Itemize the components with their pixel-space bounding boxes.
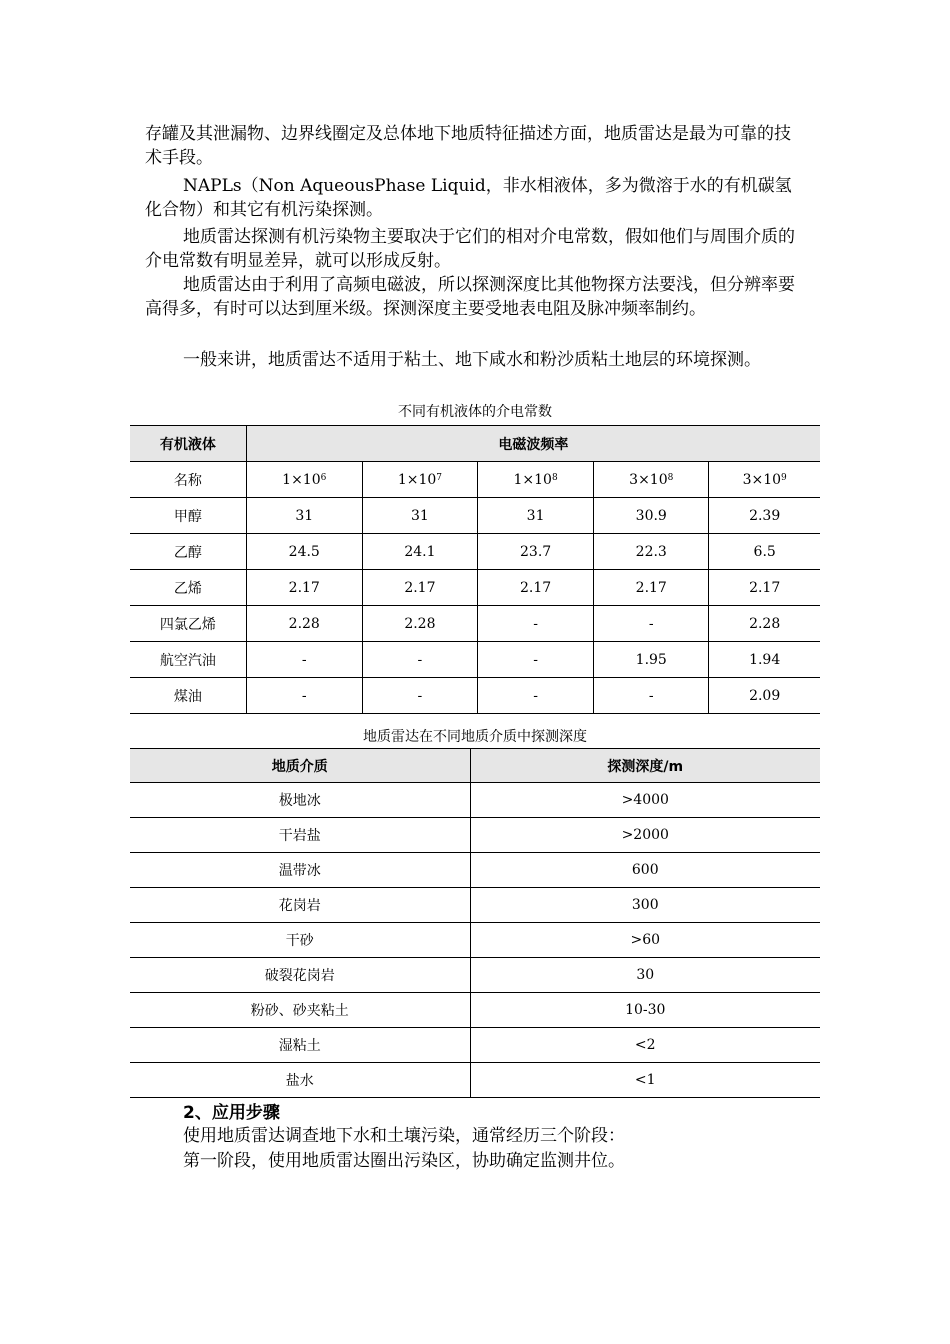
- value-cell: 2.17: [478, 570, 594, 606]
- section-heading: 2、应用步骤: [183, 1103, 280, 1123]
- value-cell: 2.17: [362, 570, 477, 606]
- value-cell: 23.7: [478, 534, 594, 570]
- freq-cell: $1\times 10^8$: [478, 462, 594, 498]
- value-cell: 31: [362, 498, 477, 534]
- value-cell: 1.95: [594, 642, 709, 678]
- depth-cell: >2000: [470, 818, 820, 853]
- medium-cell: 破裂花岗岩: [130, 958, 470, 993]
- liquid-name: 四氯乙烯: [130, 606, 246, 642]
- table-row: [130, 1028, 820, 1063]
- value-cell: -: [246, 642, 362, 678]
- table1-frequency-row: [130, 462, 820, 498]
- table1-caption: 不同有机液体的介电常数: [398, 404, 552, 420]
- header-em-frequency: 电磁波频率: [246, 426, 820, 462]
- table-row: [130, 642, 820, 678]
- medium-cell: 干砂: [130, 923, 470, 958]
- depth-cell: <1: [470, 1063, 820, 1098]
- liquid-name: 甲醇: [130, 498, 246, 534]
- medium-cell: 干岩盐: [130, 818, 470, 853]
- detection-depth-table: [130, 748, 820, 1098]
- value-cell: -: [594, 606, 709, 642]
- medium-cell: 湿粘土: [130, 1028, 470, 1063]
- depth-cell: 600: [470, 853, 820, 888]
- table-row: [130, 783, 820, 818]
- value-cell: -: [478, 642, 594, 678]
- freq-cell: $3\times 10^8$: [594, 462, 709, 498]
- table-row: [130, 498, 820, 534]
- freq-cell: $1\times 10^6$: [246, 462, 362, 498]
- table-row: [130, 678, 820, 714]
- table-row: [130, 570, 820, 606]
- paragraph-7: 第一阶段，使用地质雷达圈出污染区，协助确定监测井位。: [183, 1151, 625, 1171]
- paragraph-2: NAPLs（Non AqueousPhase Liquid，非水相液体，多为微溶于水的有机碳氢化合物）和其它有机污染探测。: [145, 176, 792, 220]
- paragraph-5: 一般来讲，地质雷达不适用于粘土、地下咸水和粉沙质粘土地层的环境探测。: [183, 350, 761, 370]
- table-row: [130, 888, 820, 923]
- table-row: [130, 853, 820, 888]
- depth-cell: 300: [470, 888, 820, 923]
- value-cell: 2.17: [246, 570, 362, 606]
- table-row: [130, 534, 820, 570]
- table-row: [130, 606, 820, 642]
- table-row: [130, 993, 820, 1028]
- value-cell: 1.94: [709, 642, 820, 678]
- medium-cell: 花岗岩: [130, 888, 470, 923]
- value-cell: 22.3: [594, 534, 709, 570]
- table2-caption: 地质雷达在不同地质介质中探测深度: [363, 729, 587, 745]
- name-label: 名称: [130, 462, 246, 498]
- freq-cell: $1\times 10^7$: [362, 462, 477, 498]
- header-detection-depth: 探测深度/m: [470, 749, 820, 783]
- medium-cell: 温带冰: [130, 853, 470, 888]
- freq-cell: $3\times 10^9$: [709, 462, 820, 498]
- depth-cell: <2: [470, 1028, 820, 1063]
- value-cell: 24.5: [246, 534, 362, 570]
- value-cell: 2.17: [709, 570, 820, 606]
- liquid-name: 航空汽油: [130, 642, 246, 678]
- table-row: [130, 958, 820, 993]
- value-cell: 24.1: [362, 534, 477, 570]
- value-cell: 2.09: [709, 678, 820, 714]
- table2-header-row: [130, 749, 820, 783]
- medium-cell: 盐水: [130, 1063, 470, 1098]
- value-cell: 2.28: [362, 606, 477, 642]
- value-cell: 31: [246, 498, 362, 534]
- liquid-name: 乙烯: [130, 570, 246, 606]
- header-geologic-medium: 地质介质: [130, 749, 470, 783]
- value-cell: -: [362, 678, 477, 714]
- medium-cell: 粉砂、砂夹粘土: [130, 993, 470, 1028]
- liquid-name: 乙醇: [130, 534, 246, 570]
- dielectric-constant-table: [130, 425, 820, 714]
- depth-cell: >60: [470, 923, 820, 958]
- table1-header-row: [130, 426, 820, 462]
- liquid-name: 煤油: [130, 678, 246, 714]
- value-cell: 2.17: [594, 570, 709, 606]
- header-organic-liquid: 有机液体: [130, 426, 246, 462]
- table-row: [130, 1063, 820, 1098]
- value-cell: 2.28: [246, 606, 362, 642]
- value-cell: -: [478, 678, 594, 714]
- depth-cell: 30: [470, 958, 820, 993]
- value-cell: -: [246, 678, 362, 714]
- medium-cell: 极地冰: [130, 783, 470, 818]
- paragraph-4: 地质雷达由于利用了高频电磁波，所以探测深度比其他物探方法要浅，但分辨率要高得多，有时可以达到厘米级。探测深度主要受地表电阻及脉冲频率制约。: [145, 275, 795, 319]
- depth-cell: 10-30: [470, 993, 820, 1028]
- value-cell: 2.39: [709, 498, 820, 534]
- paragraph-1: 存罐及其泄漏物、边界线圈定及总体地下地质特征描述方面，地质雷达是最为可靠的技术手段。: [145, 124, 791, 168]
- value-cell: 31: [478, 498, 594, 534]
- paragraph-6: 使用地质雷达调查地下水和土壤污染，通常经历三个阶段：: [183, 1126, 625, 1146]
- value-cell: 2.28: [709, 606, 820, 642]
- value-cell: -: [478, 606, 594, 642]
- depth-cell: >4000: [470, 783, 820, 818]
- value-cell: -: [594, 678, 709, 714]
- value-cell: -: [362, 642, 477, 678]
- value-cell: 30.9: [594, 498, 709, 534]
- table-row: [130, 923, 820, 958]
- value-cell: 6.5: [709, 534, 820, 570]
- table-row: [130, 818, 820, 853]
- paragraph-3: 地质雷达探测有机污染物主要取决于它们的相对介电常数，假如他们与周围介质的介电常数有明显差异，就可以形成反射。: [145, 227, 795, 271]
